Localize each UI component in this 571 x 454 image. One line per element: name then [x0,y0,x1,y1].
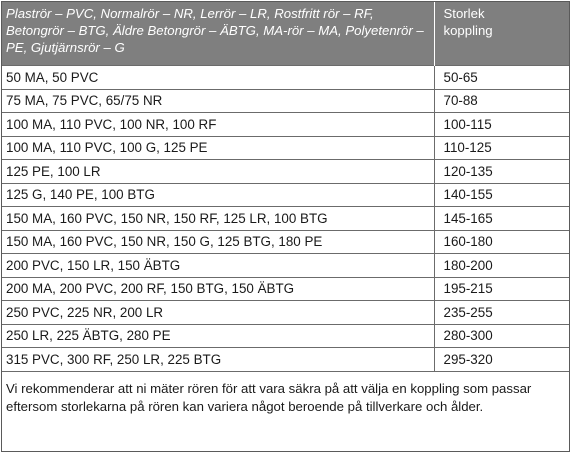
table-row [2,136,569,160]
table-row [2,277,569,301]
pipe-sizes-cell: 75 MA, 75 PVC, 65/75 NR [2,89,434,113]
coupling-size-cell: 140-155 [434,183,569,207]
pipe-sizes-cell: 200 PVC, 150 LR, 150 ÄBTG [2,254,434,278]
coupling-size-cell: 120-135 [434,160,569,184]
table-row [2,301,569,325]
header-coupling-size [434,2,569,66]
table-row [2,348,569,372]
pipe-sizes-cell: 250 PVC, 225 NR, 200 LR [2,301,434,325]
pipe-sizes-cell: 125 G, 140 PE, 100 BTG [2,183,434,207]
coupling-size-cell: 70-88 [434,89,569,113]
table-row [2,160,569,184]
coupling-size-table-panel [1,1,570,452]
pipe-sizes-cell: 100 MA, 110 PVC, 100 NR, 100 RF [2,113,434,137]
coupling-size-cell: 180-200 [434,254,569,278]
header-coupling-size-line1: Storlek [443,6,485,21]
table-row [2,66,569,90]
pipe-sizes-cell: 315 PVC, 300 RF, 250 LR, 225 BTG [2,348,434,372]
table-row [2,324,569,348]
pipe-sizes-cell: 150 MA, 160 PVC, 150 NR, 150 G, 125 BTG, 180 PE [2,230,434,254]
table-row [2,113,569,137]
coupling-size-cell: 160-180 [434,230,569,254]
coupling-size-cell: 110-125 [434,136,569,160]
measurement-note: Vi rekommenderar att ni mäter rören för att vara säkra på att välja en koppling som passar eftersom storlekarna på rören kan variera något beroende på tillverkare och ålder. [2,371,569,423]
pipe-sizes-cell: 200 MA, 200 PVC, 200 RF, 150 BTG, 150 ÄBTG [2,277,434,301]
coupling-size-cell: 50-65 [434,66,569,90]
table-row [2,207,569,231]
coupling-size-cell: 145-165 [434,207,569,231]
pipe-sizes-cell: 100 MA, 110 PVC, 100 G, 125 PE [2,136,434,160]
pipe-sizes-cell: 50 MA, 50 PVC [2,66,434,90]
coupling-size-cell: 195-215 [434,277,569,301]
coupling-size-cell: 235-255 [434,301,569,325]
pipe-sizes-cell: 125 PE, 100 LR [2,160,434,184]
coupling-size-cell: 280-300 [434,324,569,348]
coupling-size-cell: 295-320 [434,348,569,372]
table-row [2,183,569,207]
header-coupling-size-line2: koppling [443,23,493,38]
coupling-size-cell: 100-115 [434,113,569,137]
header-pipe-types [2,2,434,66]
table-header-row [2,2,569,66]
table-row [2,89,569,113]
table-row [2,230,569,254]
coupling-size-table [2,2,569,371]
pipe-type-legend: Plaströr – PVC, Normalrör – NR, Lerrör – LR, Rostfritt rör – RF, Betongrör – BTG, Äldre Betongrör – ÄBTG, MA-rör – MA, Polyetenrör – PE, Gjutjärnsrör – G [6,6,424,55]
pipe-sizes-cell: 250 LR, 225 ÄBTG, 280 PE [2,324,434,348]
table-body [2,66,569,372]
pipe-sizes-cell: 150 MA, 160 PVC, 150 NR, 150 RF, 125 LR, 100 BTG [2,207,434,231]
table-row [2,254,569,278]
